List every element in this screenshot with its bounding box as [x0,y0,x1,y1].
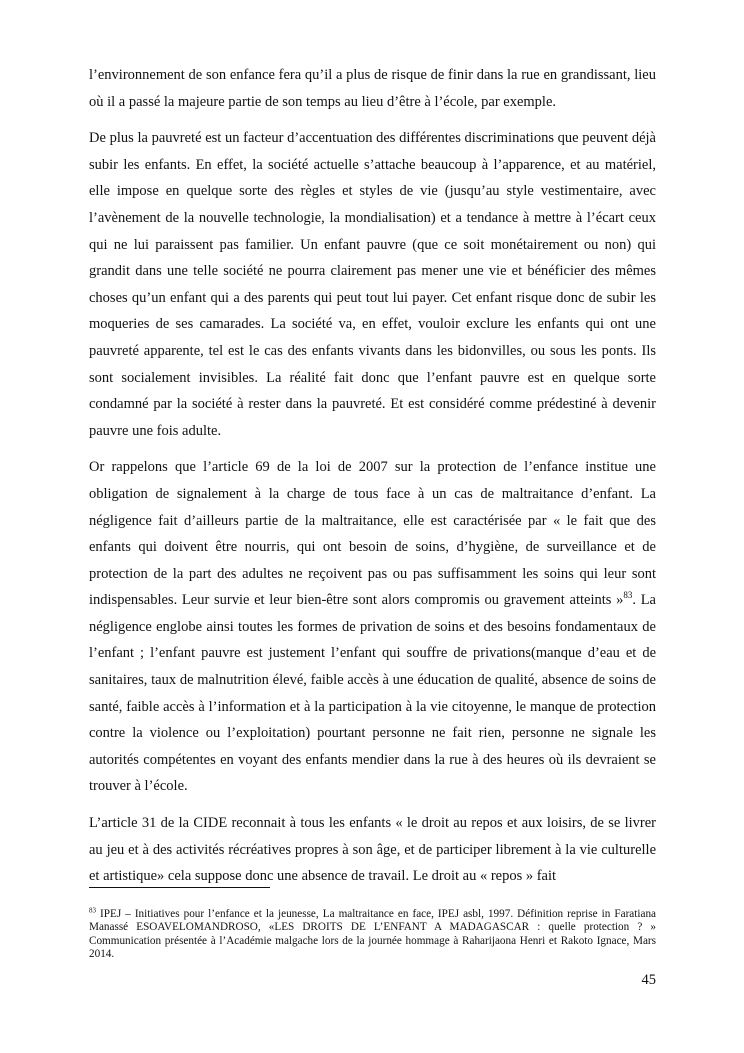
page-number: 45 [641,972,656,988]
body-text [89,62,656,900]
paragraph: De plus la pauvreté est un facteur d’accentuation des différentes discriminations que peuvent déjà subir les enfants. En effet, la société actuelle s’attache beaucoup à l’apparence, et au matériel, elle impose en quelque sorte des règles et styles de vie (jusqu’au style vestimentaire, avec l’avènement de la nouvelle technologie, la mondialisation) et a tendance à mettre à l’écart ceux qui ne lui paraissent pas familier. Un enfant pauvre (que ce soit monétairement ou non) qui grandit dans une telle société ne pourra clairement pas mener une vie et bénéficier des mêmes choses qu’un enfant qui a des parents qui peut tout lui payer. Cet enfant risque donc de subir les moqueries de ses camarades. La société va, en effet, vouloir exclure les enfants qui ont une pauvreté apparente, tel est le cas des enfants vivants dans les bidonvilles, ou sous les ponts. Ils sont socialement invisibles. La réalité fait donc que l’enfant pauvre est en quelque sorte condamné par la société à rester dans la pauvreté. Et est considéré comme prédestiné à devenir pauvre une fois adulte. [89,130,656,439]
footnote-reference[interactable]: 83 [623,590,633,601]
footnote-separator [89,887,270,888]
paragraph: L’article 31 de la CIDE reconnait à tous les enfants « le droit au repos et aux loisirs, de se livrer au jeu et à des activités récréatives propres à son âge, et de participer librement à la vie culturelle et artistique» cela suppose donc une absence de travail. Le droit au « repos » fait [89,815,656,885]
paragraph-text: Or rappelons que l’article 69 de la loi de 2007 sur la protection de l’enfance institue une obligation de signalement à la charge de tous face à un cas de maltraitance d’enfant. La négligence fait d’ailleurs partie de la maltraitance, elle est caractérisée par « le fait que des enfants qui doivent être nourris, qui ont besoin de soins, d’hygiène, de surveillance et de protection de la part des adultes ne reçoivent pas ou pas suffisamment les soins qui leur sont indispensables. Leur survie et leur bien-être sont alors compromis ou gravement atteints » [89,459,656,609]
footnote [89,908,656,962]
paragraph: l’environnement de son enfance fera qu’il a plus de risque de finir dans la rue en grandissant, lieu où il a passé la majeure partie de son temps au lieu d’être à l’école, par exemple. [89,67,656,110]
footnote-number: 83 [89,906,96,915]
paragraph [89,454,656,800]
paragraph-text: . La négligence englobe ainsi toutes les formes de privation de soins et des besoins fondamentaux de l’enfant ; l’enfant pauvre est justement l’enfant qui souffre de privations(manque d’eau et de sanitaires, taux de malnutrition élevé, faible accès à une éducation de qualité, absence de soins de santé, faible accès à l’information et à la participation à la vie citoyenne, le manque de protection contre la violence ou l’exploitation) pourtant personne ne fait rien, personne ne signale les autorités compétentes en voyant des enfants mendier dans la rue à des heures où ils devraient se trouver à l’école. [89,592,656,795]
footnote-text: IPEJ – Initiatives pour l’enfance et la jeunesse, La maltraitance en face, IPEJ asbl, 1997. Définition reprise in Faratiana Manassé ESOAVELOMANDROSO, «LES DROITS DE L’ENFANT A MADAGASCAR : quelle protection ? » Communication présentée à l’Académie malgache lors de la journée hommage à Raharijaona Henri et Rakoto Ignace, Mars 2014. [89,908,656,961]
